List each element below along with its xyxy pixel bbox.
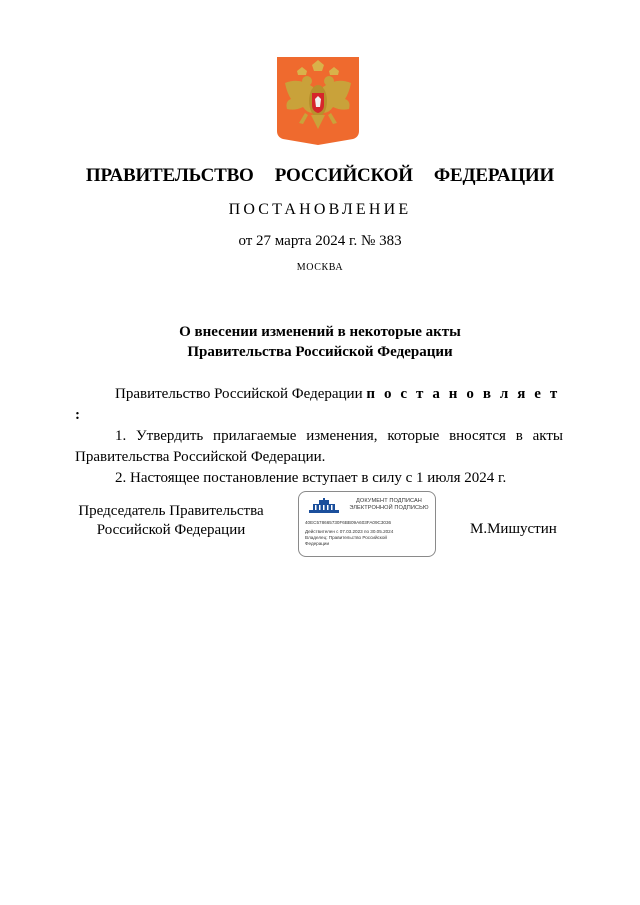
stamp-heading	[343, 498, 435, 512]
decree-item-1: 1. Утвердить прилагаемые изменения, которые вносятся в акты Правительства Российской Федерации.	[75, 428, 563, 465]
stamp-validity: Действителен с 07.03.2023 по 30.05.2024	[305, 529, 394, 534]
electronic-signature-stamp	[298, 491, 436, 557]
city: МОСКВА	[296, 262, 344, 273]
stamp-owner-line-2: Федерации	[305, 541, 330, 546]
signatory-position	[60, 502, 282, 540]
decree-word: п о с т а н о в л я е т :	[75, 386, 560, 423]
stamp-certificate: 40EC578665730F6BB09A603FA09C3036	[305, 520, 392, 525]
stamp-owner-line-1: Владелец: Правительство Российской	[305, 535, 387, 540]
decree-item-2: 2. Настоящее постановление вступает в силу с 1 июля 2024 г.	[115, 470, 507, 486]
document-type: ПОСТАНОВЛЕНИЕ	[228, 201, 412, 218]
coat-of-arms-icon	[277, 57, 359, 145]
decree-intro-text: Правительство Российской Федерации	[115, 386, 363, 402]
stamp-heading-line-1: ДОКУМЕНТ ПОДПИСАН	[356, 498, 422, 504]
subject-line-1: О внесении изменений в некоторые акты	[179, 324, 461, 340]
stamp-heading-line-2: ЭЛЕКТРОННОЙ ПОДПИСЬЮ	[349, 505, 429, 511]
subject-line-2: Правительства Российской Федерации	[187, 344, 453, 360]
signatory-name: М.Мишустин	[470, 521, 557, 537]
document-date-number: от 27 марта 2024 г. № 383	[238, 233, 402, 249]
signatory-position-line-1: Председатель Правительства	[78, 503, 264, 519]
decree-intro	[75, 384, 563, 426]
document-subject	[0, 322, 640, 362]
government-title: ПРАВИТЕЛЬСТВО РОССИЙСКОЙ ФЕДЕРАЦИИ	[85, 165, 555, 186]
document-body	[75, 384, 563, 489]
government-building-icon	[307, 498, 347, 514]
signatory-position-line-2: Российской Федерации	[96, 522, 246, 538]
